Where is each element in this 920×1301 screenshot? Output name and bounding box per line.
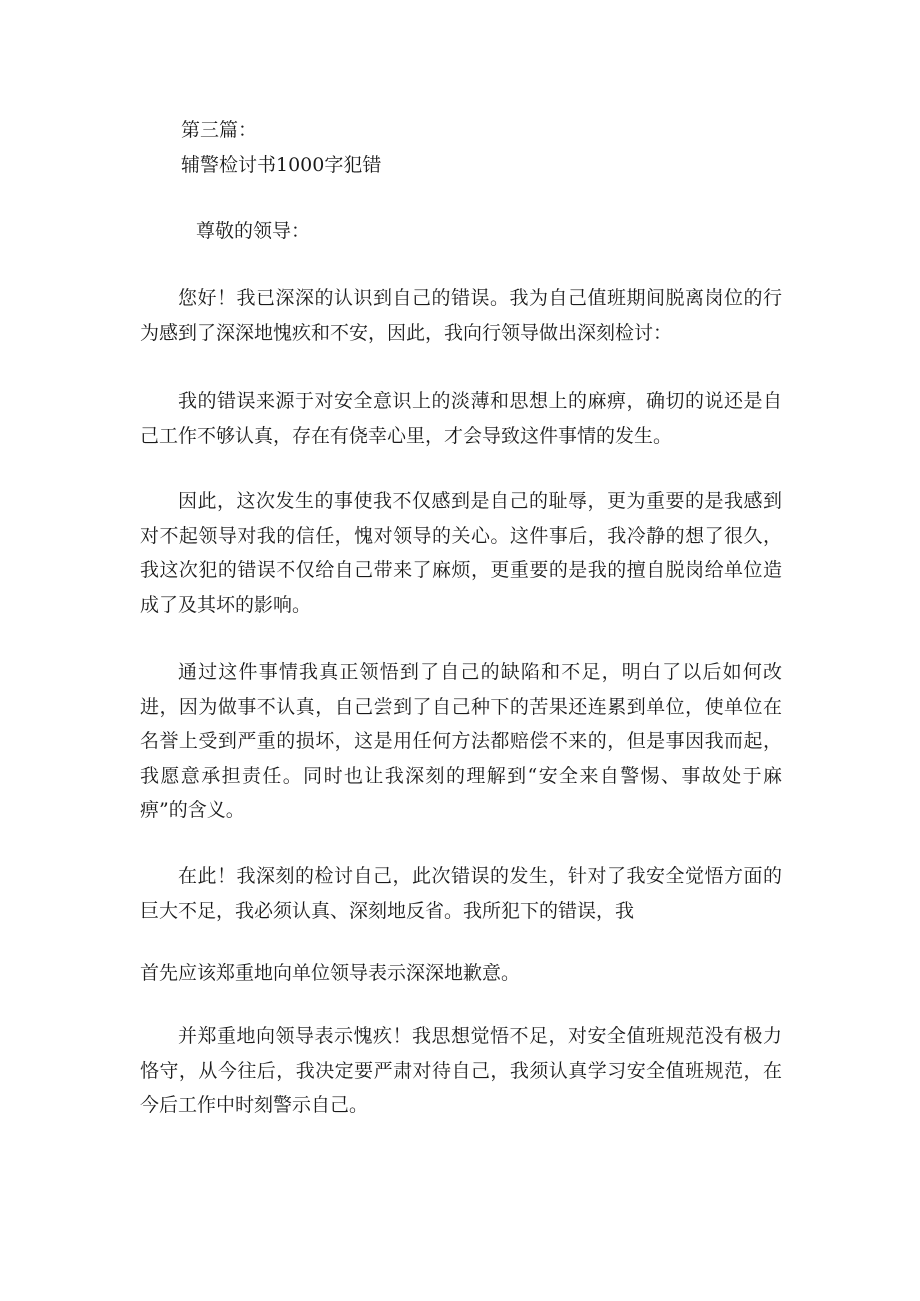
paragraph-cause: 我的错误来源于对安全意识上的淡薄和思想上的麻痹，确切的说还是自己工作不够认真，存在有侥幸心里，才会导致这件事情的发生。 [140,390,782,447]
paragraph-reflection: 因此，这次发生的事使我不仅感到是自己的耻辱，更为重要的是我感到对不起领导对我的信任，愧对领导的关心。这件事后，我冷静的想了很久，我这次犯的错误不仅给自己带来了麻烦，更重要的是我的擅自脱岗给单位造成了及其坏的影响。 [140,490,782,616]
paragraph-lesson: 通过这件事情我真正领悟到了自己的缺陷和不足，明白了以后如何改进，因为做事不认真，自己尝到了自己种下的苦果还连累到单位，使单位在名誉上受到严重的损坏，这是用任何方法都赔偿不来的，但是事因我而起，我愿意承担责任。同时也让我深刻的理解到“安全来自警惕、事故处于麻痹”的含义。 [140,661,782,821]
paragraph-apology: 首先应该郑重地向单位领导表示深深地歉意。 [140,962,521,984]
salutation: 尊敬的领导： [196,220,311,242]
paragraph-greeting: 您好！我已深深的认识到自己的错误。我为自己值班期间脱离岗位的行为感到了深深地愧疚和不安，因此，我向行领导做出深刻检讨： [140,287,782,344]
section-label: 第三篇： [181,119,258,141]
document-title: 辅警检讨书1000字犯错 [181,154,382,176]
paragraph-self-review: 在此！我深刻的检讨自己，此次错误的发生，针对了我安全觉悟方面的巨大不足，我必须认真、深刻地反省。我所犯下的错误，我 [140,865,782,922]
paragraph-commitment: 并郑重地向领导表示愧疚！我思想觉悟不足，对安全值班规范没有极力恪守，从今往后，我决定要严肃对待自己，我须认真学习安全值班规范，在今后工作中时刻警示自己。 [140,1025,782,1116]
